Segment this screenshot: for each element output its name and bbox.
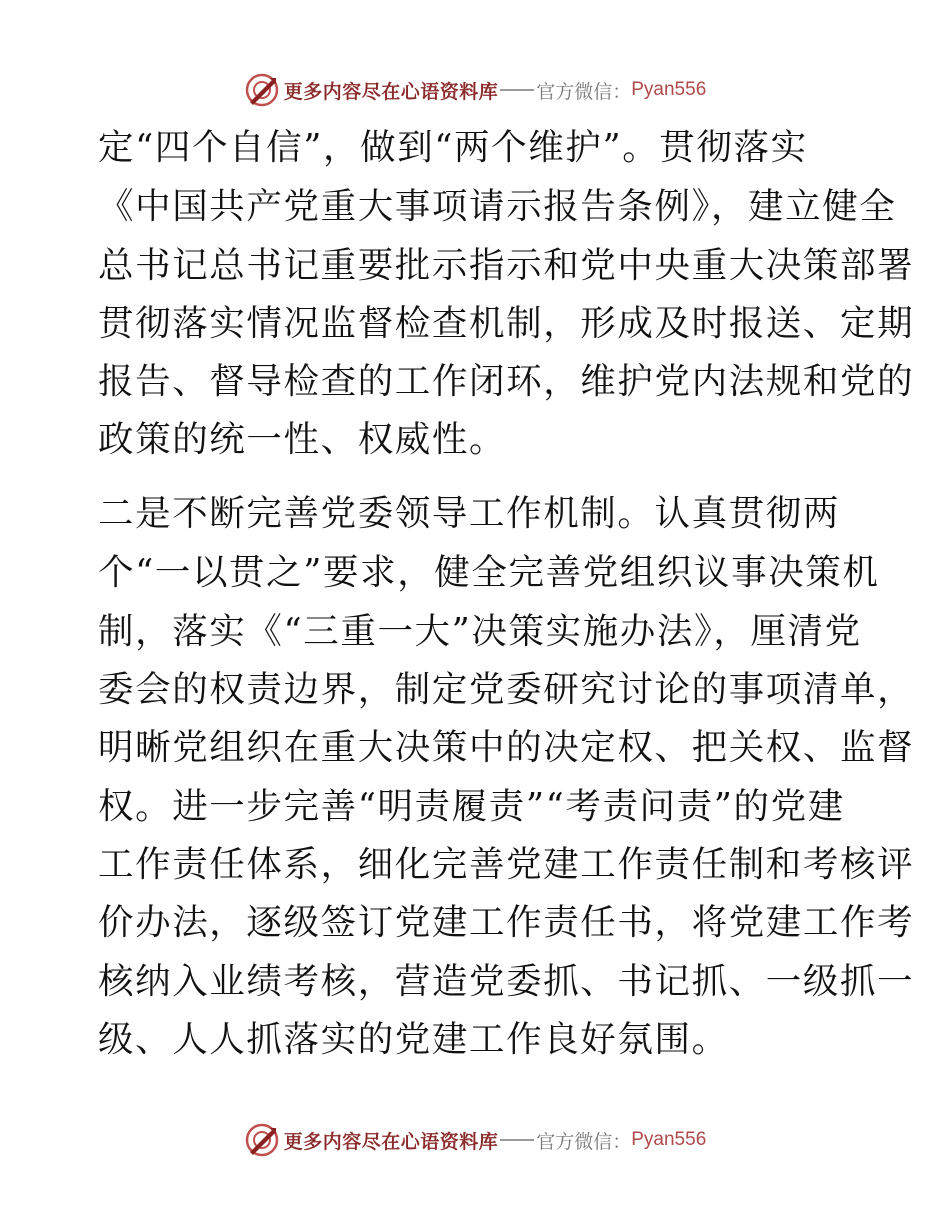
body-line: 明晰党组织在重大决策中的决定权、把关权、监督 [98, 727, 915, 768]
logo-icon [244, 1122, 280, 1158]
body-line: 定“四个自信”，做到“两个维护”。贯彻落实 [98, 127, 808, 168]
body-line: 级、人人抓落实的党建工作良好氛围。 [98, 1019, 729, 1060]
footer-banner [0, 1120, 950, 1160]
body-line: 总书记总书记重要批示指示和党中央重大决策部署 [98, 245, 915, 286]
body-line: 报告、督导检查的工作闭环，维护党内法规和党的 [98, 361, 915, 402]
body-line: 权。进一步完善“明责履责”“考责问责”的党建 [98, 786, 845, 827]
header-banner [0, 70, 950, 110]
body-line: 价办法，逐级签订党建工作责任书，将党建工作考 [98, 902, 915, 943]
logo-icon [244, 72, 280, 108]
footer-subtitle: 官方微信： [536, 1130, 632, 1153]
body-line: 核纳入业绩考核，营造党委抓、书记抓、一级抓一 [98, 961, 915, 1002]
header-subtitle: 官方微信： [536, 80, 632, 103]
body-line: 工作责任体系，细化完善党建工作责任制和考核评 [98, 844, 915, 885]
footer-wechat-id: Pyan556 [631, 1129, 707, 1150]
header-title: 更多内容尽在心语资料库 [283, 80, 499, 103]
footer-dash [500, 1139, 534, 1141]
body-line: 个“一以贯之”要求，健全完善党组织议事决策机 [98, 552, 880, 593]
body-line: 《中国共产党重大事项请示报告条例》，建立健全 [98, 186, 897, 227]
header-dash [500, 89, 534, 91]
body-line: 委会的权责边界，制定党委研究讨论的事项清单， [98, 669, 915, 710]
body-line: 贯彻落实情况监督检查机制，形成及时报送、定期 [98, 303, 915, 344]
body-line: 制，落实《“三重一大”决策实施办法》，厘清党 [98, 611, 862, 652]
body-line: 二是不断完善党委领导工作机制。认真贯彻两 [98, 493, 841, 534]
header-wechat-id: Pyan556 [631, 79, 707, 100]
footer-title: 更多内容尽在心语资料库 [283, 1130, 499, 1153]
body-line: 政策的统一性、权威性。 [98, 419, 507, 460]
